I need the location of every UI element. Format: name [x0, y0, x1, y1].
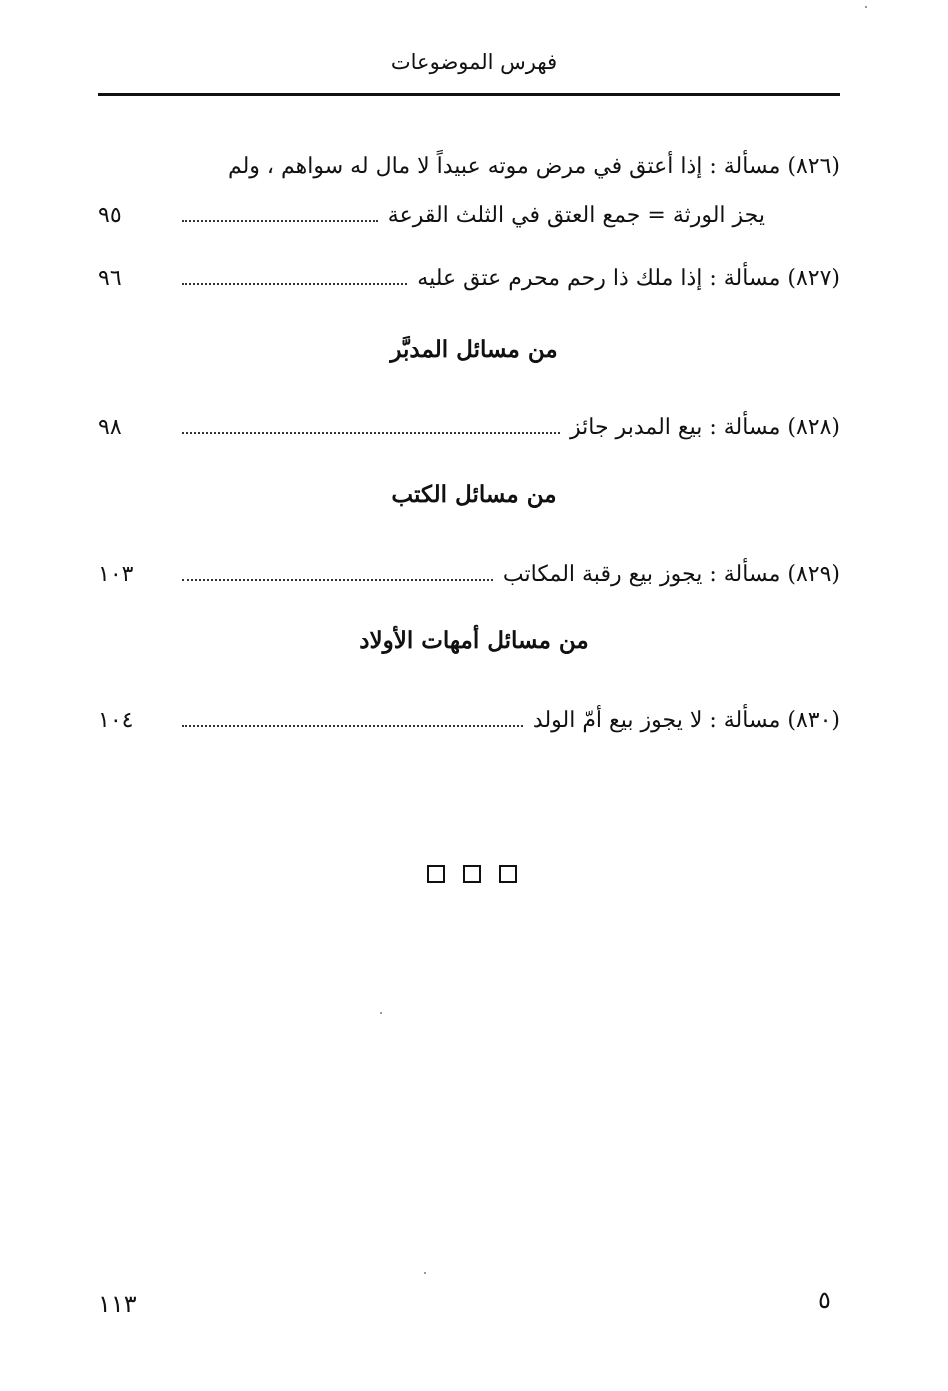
section-heading-mudabbar: من مسائل المدبَّر [390, 336, 558, 363]
scan-speck [424, 1272, 426, 1274]
toc-entry-829-page: ١٠٣ [98, 561, 134, 587]
toc-entry-827 [98, 256, 840, 300]
leader-dots [182, 725, 523, 727]
scan-speck [865, 6, 867, 8]
header-rule [98, 93, 840, 96]
leader-dots [182, 220, 378, 222]
toc-entry-826-text-line2: يجز الورثة = جمع العتق في الثلث القرعة [387, 202, 765, 228]
section-heading-ummahat: من مسائل أمهات الأولاد [359, 627, 589, 654]
signature-mark: ٥ [818, 1286, 831, 1314]
toc-entry-829-text: (٨٢٩) مسألة : يجوز بيع رقبة المكاتب [502, 561, 840, 587]
toc-entry-828-page: ٩٨ [98, 414, 122, 440]
leader-dots [182, 579, 493, 581]
toc-entry-826-line2 [98, 193, 840, 237]
end-of-section-squares-icon [427, 865, 517, 885]
toc-entry-830 [98, 698, 840, 742]
square-icon [427, 865, 445, 883]
section-heading-kutub: من مسائل الكتب [391, 481, 557, 508]
toc-entry-830-text: (٨٣٠) مسألة : لا يجوز بيع أمّ الولد [532, 707, 840, 733]
square-icon [499, 865, 517, 883]
toc-entry-826-page: ٩٥ [98, 202, 122, 228]
page-number: ١١٣ [98, 1290, 137, 1318]
toc-entry-829 [98, 552, 840, 596]
toc-entry-830-page: ١٠٤ [98, 707, 134, 733]
square-icon [463, 865, 481, 883]
running-head-title: فهرس الموضوعات [390, 50, 558, 74]
scan-speck [380, 1012, 382, 1014]
toc-entry-828-text: (٨٢٨) مسألة : بيع المدبر جائز [570, 414, 840, 440]
leader-dots [182, 283, 407, 285]
toc-entry-826-line1 [98, 144, 840, 188]
toc-entry-827-text: (٨٢٧) مسألة : إذا ملك ذا رحم محرم عتق عليه [417, 265, 840, 291]
toc-entry-826-text-line1: (٨٢٦) مسألة : إذا أعتق في مرض موته عبيداً لا مال له سواهم ، ولم [227, 153, 840, 179]
leader-dots [182, 432, 560, 434]
toc-entry-828 [98, 405, 840, 449]
toc-entry-827-page: ٩٦ [98, 265, 122, 291]
